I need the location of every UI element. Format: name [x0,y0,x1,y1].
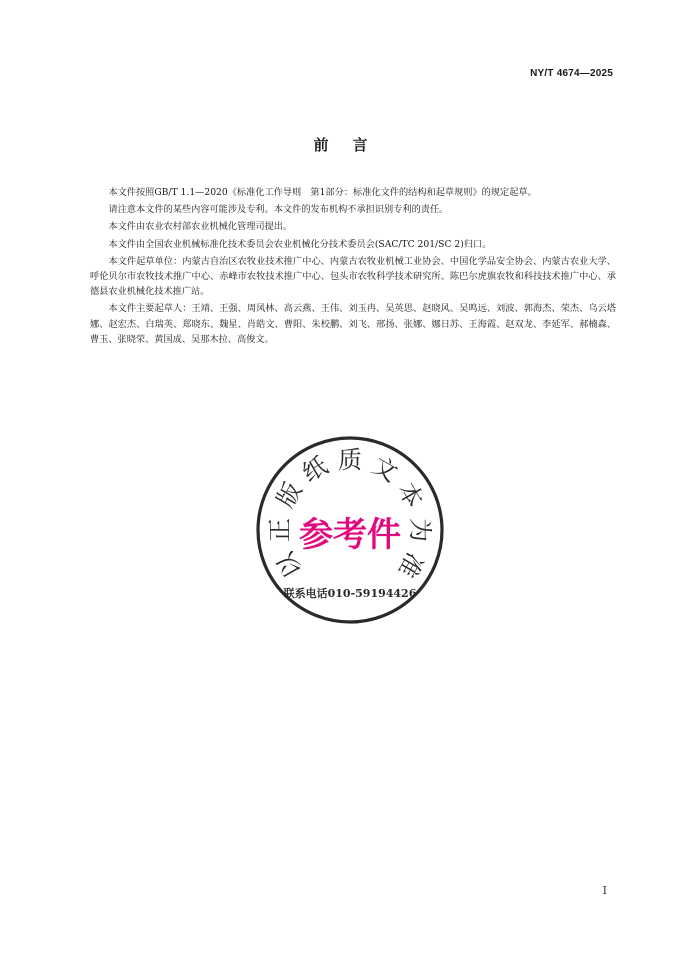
stamp-center-text: 参考件 [299,515,401,555]
stamp-ring-char: 正 [266,518,294,542]
stamp-ring-char: 版 [271,477,308,513]
stamp-ring-char: 准 [392,547,429,583]
paragraph-centralized-by: 本文件由全国农业机械标准化技术委员会农业机械化分技术委员会(SAC/TC 201/SC 2)归口。 [108,238,492,250]
stamp-ring-char: 文 [367,451,403,488]
paragraph-drafters: 本文件主要起草人：王靖、王强、周风林、高云燕、王伟、刘玉冉、吴英思、赵晓风、吴鸣远、刘波、郭海杰、荣杰、乌云塔娜、赵宏杰、白瑞英、郑晓东、魏星、肖皓文、曹阳、朱校鹏、刘飞、邢扬、张娜、娜日苏、王海霞、赵双龙、李延军、郝楠森、曹玉、张晓荣、黄国成、吴那木拉、高俊文。 [90,303,616,345]
preface-body [90,185,616,347]
standard-code: NY/T 4674—2025 [530,68,613,79]
stamp-ring-char: 质 [338,446,362,474]
page-title: 前言 [313,136,392,154]
paragraph-proposer: 本文件由农业农村部农业机械化管理司提出。 [108,221,293,233]
paragraph-patent-notice: 请注意本文件的某些内容可能涉及专利。本文件的发布机构不承担识别专利的责任。 [108,204,449,216]
paragraph-drafting-units: 本文件起草单位：内蒙古自治区农牧业技术推广中心、内蒙古农牧业机械工业协会、中国化学品安全协会、内蒙古农业大学、呼伦贝尔市农牧技术推广中心、赤峰市农牧技术推广中心、包头市农牧科学技术研究所、陈巴尔虎旗农牧和科技技术推广中心、承德县农业机械化技术推广站。 [90,255,616,298]
stamp-ring-char: 本 [392,477,429,513]
page-number: I [602,884,607,897]
stamp-ring-char: 以 [271,547,308,583]
reference-copy-stamp [250,430,450,630]
stamp-ring-char: 为 [406,518,434,542]
stamp-phone-text: 联系电话010-59194426 [283,587,417,600]
stamp-ring-char: 纸 [297,451,333,488]
paragraph-drafting-rules: 本文件按照GB/T 1.1—2020《标准化工作导则 第1部分：标准化文件的结构和起草规则》的规定起草。 [108,187,537,198]
